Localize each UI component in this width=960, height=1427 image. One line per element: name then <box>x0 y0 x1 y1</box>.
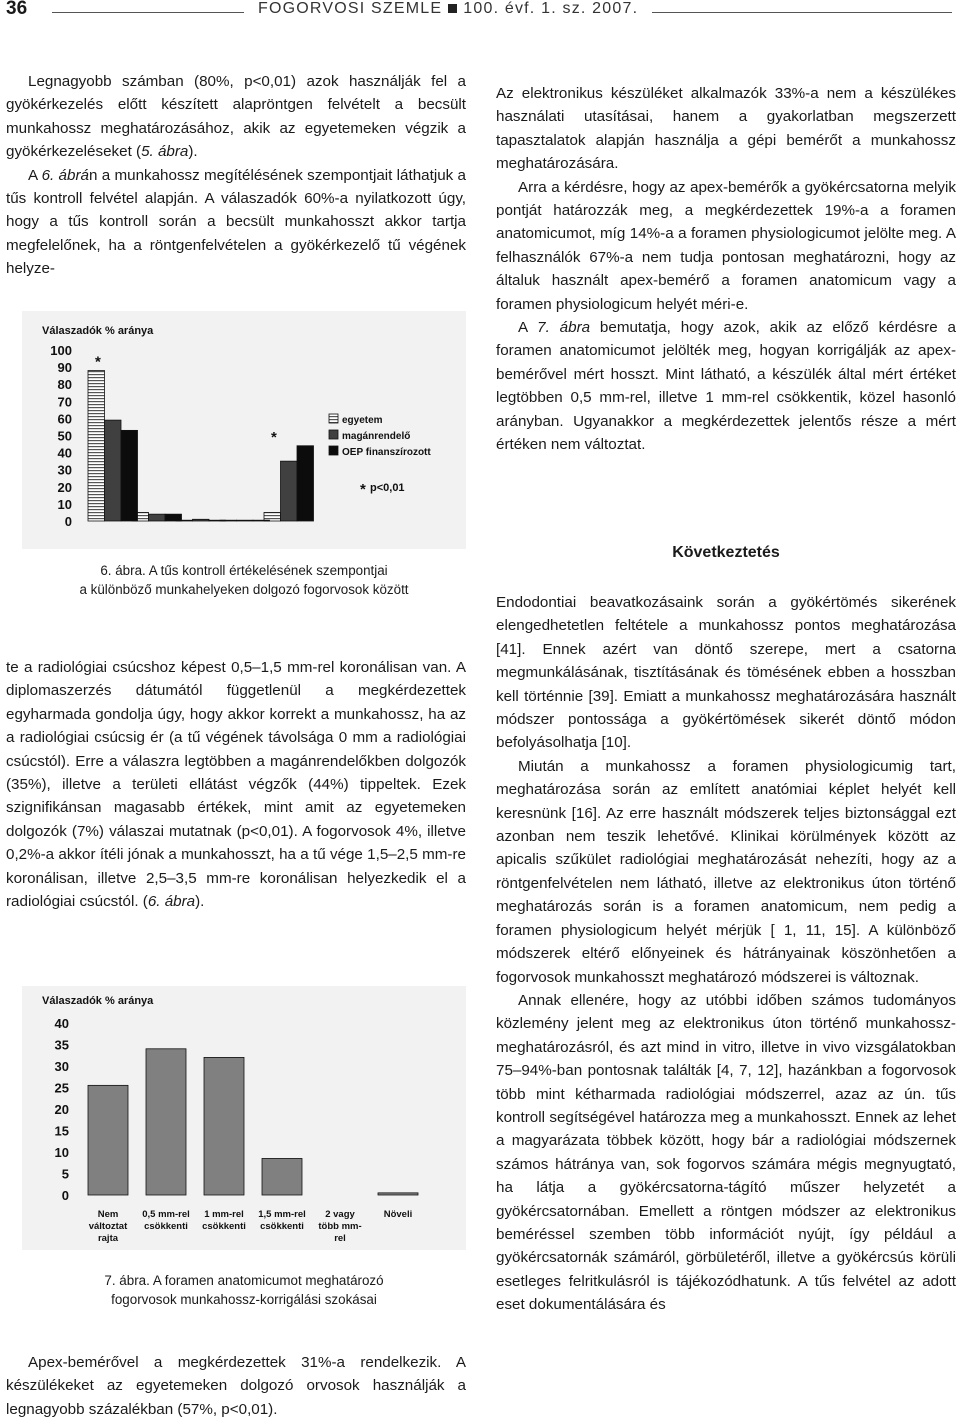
legend-label: magánrendelő <box>342 431 411 442</box>
bar-magánrendelő <box>281 461 298 521</box>
note-star: * <box>360 481 366 498</box>
figure-6-svg <box>22 311 466 549</box>
paragraph <box>496 316 956 456</box>
text-run: ). <box>188 143 198 161</box>
legend-swatch <box>329 414 338 423</box>
bar-magánrendelő <box>237 520 254 521</box>
y-tick-label: 35 <box>54 1037 69 1053</box>
paragraph <box>6 70 466 164</box>
bar <box>88 1085 128 1195</box>
x-category-label: változtat <box>88 1221 128 1232</box>
paragraph <box>6 164 466 281</box>
page-number: 36 <box>6 0 28 19</box>
y-tick-label: 15 <box>54 1123 69 1139</box>
x-category-label: csökkenti <box>144 1221 188 1232</box>
text-run: bemutatja, hogy azok, akik az előző kérdésre a foramen anatomicumot jelölték meg, hogyan korrigálják az apex-bemérővel mért hosszt. Mint látható, a készülék által mért értéket legtöbben 0,5 mm-rel, illetve 1 mm-rel csökkentik, közel hasonló arányban. Ugyanakkor a megkérdezettek jelentős része a mért értéken nem változtat. <box>496 319 956 454</box>
paragraph: Endodontiai beavatkozásaink során a gyökértömés sikerének elengedhetetlen feltétele a munkahossz pontos meghatározása [41]. Ennek azért van döntő szerepe, mert a csatorna megmunkálásának, tisztításának és tömésének ebben a hosszban kell történnie [39]. Emiatt a munkahossz meghatározására használt módszer pontossága a gyökértömések sikerét döntő módon befolyásolhatja [10]. <box>496 594 956 752</box>
x-category-label: 0,5 mm-rel <box>142 1209 190 1220</box>
y-tick-label: 80 <box>57 377 72 393</box>
y-tick-label: 10 <box>57 496 72 512</box>
text-run: Legnagyobb számban (80%, p<0,01) azok használják fel a gyökérkezelés előtt készített alapröntgen felvételt a becsült munkahossz meghatározásához, akik az egyetemeken végzik a gyökérkezeléseket ( <box>6 73 466 161</box>
caption-line <box>22 1271 466 1290</box>
paragraph <box>6 656 466 913</box>
x-category-label: csökkenti <box>202 1221 246 1232</box>
x-category-label: 1,5 mm-rel <box>258 1209 306 1220</box>
issue-info: 100. évf. 1. sz. 2007. <box>463 0 639 17</box>
text-run: n a munkahossz megítélésének szempontjait láthatjuk a tűs kontroll felvétel alapján. A válaszadók 60%-a nyilatkozott úgy, hogy a tűs kontroll során a becsült munkahosszt akkor tartja megfelelőnek, ha a röntgenfelvételen a gyökérkezelő tű végének helyze- <box>6 166 466 278</box>
x-category-label: több mm- <box>318 1221 362 1232</box>
figure-6-caption <box>22 561 466 599</box>
paragraph: Annak ellenére, hogy az utóbbi időben számos tudományos közlemény jelent meg az elektronikus úton történő munkahossz-meghatározásról, és azt mind in vitro, illetve in vivo vizsgálatokban 75–94%-ban pontosnak találták [4, 7, 12], hazánkban a fogorvosok több mint kétharmada radiológiai módszerrel, azaz az ún. tűs kontroll segítségével határozza meg a munkahosszt. Ennek az lehet a magyarázata többek között, hogy bár a radiológiai módszernek számos hátránya van, sok fogorvos számára mégis megnyugtató, ha látja a gyökércsatorna-tágító műszer helyzetét a gyökércsatornában. Emellett a röntgen módszer az elektronikus beméréssel szemben több információt nyújt, így például a gyökércsatornák számáról, görbületéről, illetve a gyökércsús körüli esetleges felritkulásról is tájékozódhatunk. A tűs felvétel az adott eset dokumentálására és <box>496 991 956 1314</box>
left-column-top <box>6 70 466 281</box>
x-category-label: rel <box>334 1233 346 1244</box>
bar <box>204 1057 244 1195</box>
chart-title: Válaszadók % aránya <box>42 995 154 1007</box>
bar <box>146 1049 186 1195</box>
x-category-label: rajta <box>97 1233 119 1244</box>
paragraph: Miután a munkahossz a foramen physiologicumig tart, meghatározása során az említett anatómiai képlet helyét kell keresnünk [16]. Az erre használt módszerek teljes biztonsággal ezt azonban nem teszik lehetővé. Klinikai körülmények között az apicalis szűkület radiológiai meghatározását nehezíti, hogy az a röntgenfelvételen nem látható, illetve az elektronikus úton történő meghatározás során is a foramen anatomicum, nem pedig a foramen physiologicum helyét mérjük [ 1, 11, 15]. A különböző módszerek eltérő előnyeinek és hátrányainak köszönhetően a fogorvosok munkahosszt meghatározó módszerei is változnak. <box>496 757 956 986</box>
bar-magánrendelő <box>193 519 210 521</box>
bar-magánrendelő <box>149 514 166 521</box>
y-tick-label: 5 <box>61 1166 69 1182</box>
caption-text: A tűs kontroll értékelésének szempontjai <box>145 563 388 578</box>
right-column-bottom <box>496 591 956 1317</box>
text-run: ). <box>195 893 205 911</box>
figure-7-svg <box>22 986 466 1250</box>
y-tick-label: 90 <box>57 360 72 376</box>
caption-label: 6. ábra. <box>100 563 146 578</box>
text-run: te a radiológiai csúcshoz képest 0,5–1,5 mm-rel koronálisan van. A diplomaszerzés dátumától függetlenül a megkérdezettek egyharmada gondolja úgy, hogy akkor korrekt a munkahossz, ha az a radiológiai csúcsig ér (a tű végének távolsága 0 mm a radiológiai csúcstól). Erre a válaszra legtöbben a magánrendelőkben dolgozók (35%), illetve a területi ellátást végzők (44%) tippeltek. Ezek szignifikánsan magasabb értékek, mint amit az egyetemeken dolgozók (7%) válaszai mutatnak (p<0,01). A fogorvosok 4%, illetve 0,2%-a akkor ítéli jónak a munkahosszt, ha a tű vége 1,5–2,5 mm-re koronálisan, illetve 2,5–3,5 mm-re koronálisan helyezkedik el a radiológiai csúcstól. ( <box>6 659 466 911</box>
figure-7-chart <box>22 986 466 1250</box>
y-tick-label: 30 <box>54 1059 69 1074</box>
figure-reference: 6. ábrá <box>41 166 89 184</box>
figure-reference: 6. ábra <box>147 893 196 911</box>
bar-OEP finanszírozott <box>165 514 182 521</box>
caption-line: fogorvosok munkahossz-korrigálási szokásai <box>111 1292 377 1307</box>
x-category-label: Nem <box>97 1209 119 1220</box>
y-tick-label: 10 <box>54 1145 69 1160</box>
header-rule-left <box>52 12 244 13</box>
running-header <box>0 0 960 24</box>
bar <box>262 1158 302 1195</box>
running-title <box>258 0 638 18</box>
x-category-label: csökkenti <box>260 1221 304 1232</box>
y-tick-label: 40 <box>57 445 72 461</box>
figure-6-chart <box>22 311 466 549</box>
bar-egyetem <box>264 512 281 521</box>
figure-reference: 7. ábra <box>537 319 591 337</box>
y-tick-label: 25 <box>54 1080 69 1096</box>
figure-reference: 5. ábra <box>141 143 189 161</box>
y-tick-label: 70 <box>57 394 72 410</box>
y-tick-label: 50 <box>57 428 72 444</box>
x-category-label: 2 vagy <box>325 1209 355 1220</box>
significance-star: * <box>270 428 277 446</box>
section-title: Következtetés <box>672 544 780 561</box>
legend-swatch <box>329 446 338 455</box>
bar-OEP finanszírozott <box>209 520 226 521</box>
legend-label: egyetem <box>342 415 383 426</box>
y-tick-label: 100 <box>50 343 72 358</box>
bar <box>378 1193 418 1195</box>
significance-star: * <box>94 353 101 371</box>
y-tick-label: 40 <box>54 1016 69 1031</box>
y-tick-label: 0 <box>64 514 72 529</box>
caption-line <box>22 561 466 580</box>
chart-title: Válaszadók % aránya <box>42 325 154 337</box>
y-tick-label: 60 <box>57 411 72 427</box>
paragraph: Apex-bemérővel a megkérdezettek 31%-a rendelkezik. A készülékeket az egyetemeken dolgozó orvosok használják a legnagyobb százalékban (57%, p<0,01). <box>6 1354 466 1418</box>
y-tick-label: 0 <box>61 1188 69 1203</box>
legend-label: OEP finanszírozott <box>342 447 431 458</box>
x-category-label: Növeli <box>383 1209 413 1220</box>
paragraph: Arra a kérdésre, hogy az apex-bemérők a gyökércsatorna melyik pontját határozzák meg, a megkérdezettek 19%-a a foramen anatomicumot, míg 14%-a a foramen physiologicumot jelölte meg. A felhasználók 67%-a nem tudja pontosan meghatározni, hogy az általuk használt apex-bemérő a foramen anatomicum vagy a foramen physiologicum helyét méri-e. <box>496 178 956 313</box>
bar-OEP finanszírozott <box>121 430 138 521</box>
text-run: A <box>28 166 42 184</box>
text-run: A <box>518 319 538 337</box>
caption-text: A foramen anatomicumot meghatározó <box>149 1273 384 1288</box>
header-rule-right <box>652 12 952 13</box>
figure-7-caption <box>22 1271 466 1309</box>
y-tick-label: 30 <box>57 462 72 478</box>
x-category-label: 1 mm-rel <box>204 1209 244 1220</box>
journal-name: FOGORVOSI SZEMLE <box>258 0 443 17</box>
square-bullet-icon <box>448 4 457 13</box>
caption-line: a különböző munkahelyeken dolgozó fogorvosok között <box>79 582 409 597</box>
y-tick-label: 20 <box>54 1102 69 1117</box>
legend-swatch <box>329 430 338 439</box>
caption-label: 7. ábra. <box>104 1273 150 1288</box>
left-column-bottom <box>6 1351 466 1421</box>
bar-magánrendelő <box>105 420 122 521</box>
paragraph: Az elektronikus készüléket alkalmazók 33%-a nem a készülékes használati utasításai, hanem a gyakorlatban megszerzett tapasztalatok alapján használja a gépi bemérőt a munkahossz meghatározására. <box>496 85 956 173</box>
bar-OEP finanszírozott <box>253 520 270 521</box>
significance-note: p<0,01 <box>370 482 405 494</box>
left-column-middle <box>6 656 466 913</box>
bar-OEP finanszírozott <box>297 446 314 521</box>
bar-egyetem <box>88 371 105 521</box>
right-column-top <box>496 82 956 457</box>
y-tick-label: 20 <box>57 479 72 495</box>
